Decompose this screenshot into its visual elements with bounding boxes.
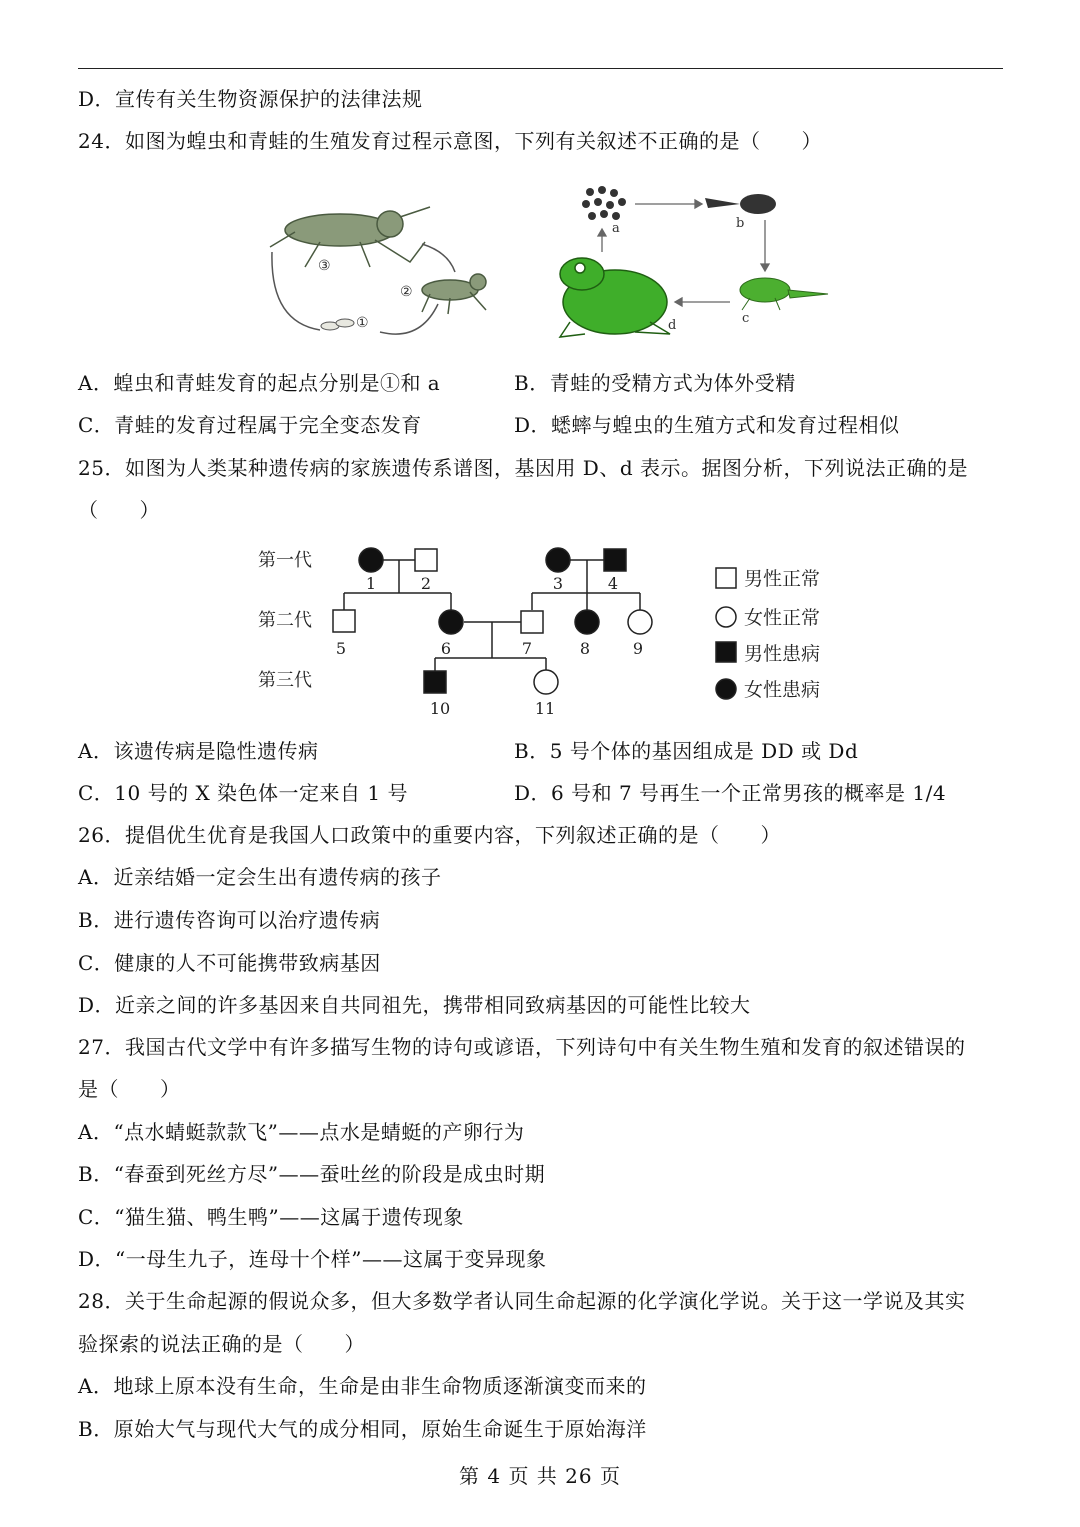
q24-option-d: D．蟋蟀与蝗虫的生殖方式和发育过程相似 — [514, 413, 900, 437]
q28-option-a: A．地球上原本没有生命，生命是由非生命物质逐渐演变而来的 — [78, 1374, 647, 1398]
frog-label-b: b — [736, 216, 745, 231]
legend-female-affected: 女性患病 — [744, 679, 821, 701]
q27-option-d: D．“一母生九子，连母十个样”——这属于变异现象 — [78, 1247, 547, 1271]
locust-label-2: ② — [400, 284, 413, 300]
legend-male-normal: 男性正常 — [744, 568, 821, 590]
frog-label-a: a — [612, 221, 620, 236]
tadpole-image — [705, 194, 776, 214]
q27-option-c: C．“猫生猫、鸭生鸭”——这属于遗传现象 — [78, 1205, 464, 1229]
person-8 — [575, 610, 599, 634]
num-5: 5 — [335, 639, 347, 658]
num-3: 3 — [552, 574, 564, 593]
q27-option-a: A．“点水蜻蜓款款飞”——点水是蜻蜓的产卵行为 — [78, 1120, 525, 1144]
q28-stem: 28．关于生命起源的假说众多，但大多数学者认同生命起源的化学演化学说。关于这一学说及其实 — [78, 1289, 966, 1313]
person-7 — [521, 611, 543, 633]
q25-option-c: C．10 号的 X 染色体一定来自 1 号 — [78, 781, 409, 805]
q24-lifecycle-figure — [250, 172, 850, 357]
num-4: 4 — [607, 574, 619, 593]
locust-adult-image — [270, 207, 430, 267]
locust-cycle-arrow-1 — [272, 252, 320, 330]
person-11 — [534, 670, 558, 694]
q26-option-d: D．近亲之间的许多基因来自共同祖先，携带相同致病基因的可能性比较大 — [78, 993, 751, 1017]
person-10 — [424, 671, 446, 693]
legend-male-affected: 男性患病 — [744, 643, 821, 665]
person-6 — [439, 610, 463, 634]
frog-label-c: c — [742, 311, 750, 326]
person-4 — [604, 549, 626, 571]
q27-stem-cont: 是（ ） — [78, 1077, 181, 1101]
locust-nymph-image — [422, 274, 486, 314]
num-10: 10 — [429, 699, 451, 718]
q24-option-c: C．青蛙的发育过程属于完全变态发育 — [78, 413, 422, 437]
q24-option-b: B．青蛙的受精方式为体外受精 — [514, 371, 796, 395]
pedigree-legend — [716, 568, 736, 699]
person-2 — [415, 549, 437, 571]
locust-cycle-arrow-2 — [380, 304, 438, 334]
num-9: 9 — [632, 639, 644, 658]
q25-stem-cont: （ ） — [78, 498, 160, 522]
q27-stem: 27．我国古代文学中有许多描写生物的诗句或谚语，下列诗句中有关生物生殖和发育的叙述错误的 — [78, 1035, 966, 1059]
q24-stem: 24．如图为蝗虫和青蛙的生殖发育过程示意图，下列有关叙述不正确的是（ ） — [78, 129, 822, 153]
num-2: 2 — [420, 574, 432, 593]
q26-option-b: B．进行遗传咨询可以治疗遗传病 — [78, 908, 381, 932]
q26-option-c: C．健康的人不可能携带致病基因 — [78, 951, 381, 975]
locust-cycle-arrow-3 — [422, 244, 455, 272]
frog-eggs-image — [582, 186, 626, 220]
locust-label-3: ③ — [318, 258, 331, 274]
num-7: 7 — [521, 639, 533, 658]
locust-eggs-image — [321, 319, 354, 330]
q25-stem: 25．如图为人类某种遗传病的家族遗传系谱图，基因用 D、d 表示。据图分析，下列说法正确的是 — [78, 456, 969, 480]
q25-option-d: D．6 号和 7 号再生一个正常男孩的概率是 1/4 — [514, 781, 947, 805]
page-footer: 第 4 页 共 26 页 — [459, 1464, 621, 1488]
q26-option-a: A．近亲结婚一定会生出有遗传病的孩子 — [78, 865, 442, 889]
gen1-label: 第一代 — [258, 550, 312, 571]
legend-female-normal: 女性正常 — [744, 607, 821, 629]
person-5 — [333, 610, 355, 632]
legend-female-affected-symbol — [716, 679, 736, 699]
gen3-label: 第三代 — [258, 670, 312, 691]
adult-frog-image — [560, 258, 670, 337]
locust-label-1: ① — [356, 315, 369, 331]
q27-option-b: B．“春蚕到死丝方尽”——蚕吐丝的阶段是成虫时期 — [78, 1162, 546, 1186]
q28-option-b: B．原始大气与现代大气的成分相同，原始生命诞生于原始海洋 — [78, 1417, 647, 1441]
header-rule — [78, 68, 1003, 69]
q25-option-a: A．该遗传病是隐性遗传病 — [78, 739, 319, 763]
q24-option-a: A．蝗虫和青蛙发育的起点分别是①和 a — [78, 371, 441, 395]
legend-female-normal-symbol — [716, 607, 736, 627]
legend-male-affected-symbol — [716, 642, 736, 662]
q25-option-b: B．5 号个体的基因组成是 DD 或 Dd — [514, 739, 859, 763]
q23-option-d: D．宣传有关生物资源保护的法律法规 — [78, 87, 423, 111]
num-11: 11 — [534, 699, 556, 718]
q26-stem: 26．提倡优生优育是我国人口政策中的重要内容，下列叙述正确的是（ ） — [78, 823, 781, 847]
person-9 — [628, 610, 652, 634]
person-3 — [546, 548, 570, 572]
num-8: 8 — [579, 639, 591, 658]
legend-male-normal-symbol — [716, 568, 736, 588]
q25-pedigree-chart — [250, 540, 850, 722]
num-6: 6 — [440, 639, 452, 658]
person-1 — [359, 548, 383, 572]
frog-label-d: d — [668, 318, 677, 333]
q28-stem-cont: 验探索的说法正确的是（ ） — [78, 1332, 365, 1356]
num-1: 1 — [365, 574, 377, 593]
froglet-image — [740, 278, 828, 310]
gen2-label: 第二代 — [258, 610, 312, 631]
